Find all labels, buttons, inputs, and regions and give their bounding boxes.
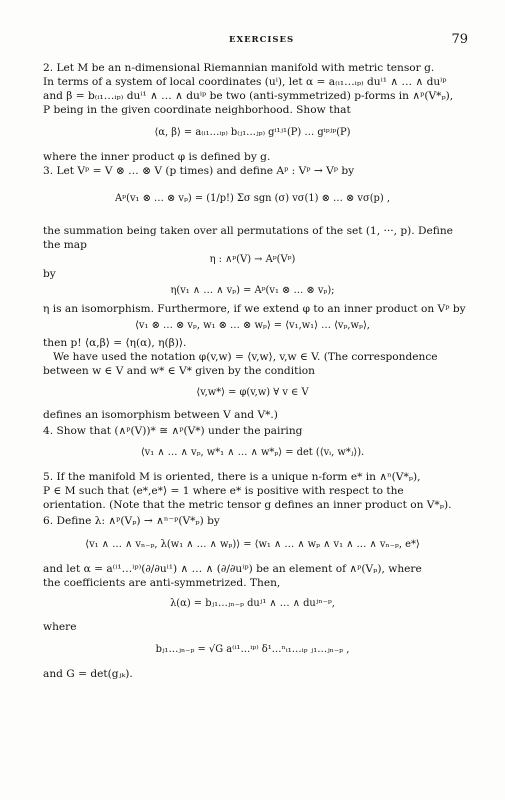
- text-line: the map: [43, 239, 87, 251]
- running-header: [0, 34, 505, 50]
- exercise-2-line-3: and β = b₍ᵢ₁…ᵢₚ₎ duⁱ¹ ∧ … ∧ duⁱᵖ be two (anti-symmetrized) p-forms in ∧ᵖ(V*ₚ),: [43, 90, 454, 102]
- exercise-5-line-3: orientation. (Note that the metric tensor g defines an inner product on V*ₚ).: [43, 499, 452, 511]
- text-line: between w ∈ V and w* ∈ V* given by the condition: [43, 365, 315, 377]
- exercise-2-line-2: In terms of a system of local coordinates (uⁱ), let α = a₍ᵢ₁…ᵢₚ₎ duⁱ¹ ∧ … ∧ duⁱᵖ: [43, 76, 447, 88]
- text-line: the summation being taken over all permutations of the set (1, ···, p). Define: [43, 225, 453, 237]
- text-line: η is an isomorphism. Furthermore, if we extend φ to an inner product on Vᵖ by: [43, 303, 466, 315]
- equation-alternator: Aᵖ(v₁ ⊗ … ⊗ vₚ) = (1/p!) Σσ sgn (σ) vσ(1) ⊗ … ⊗ vσ(p) ,: [115, 193, 390, 204]
- text-line: defines an isomorphism between V and V*.): [43, 409, 278, 421]
- exercise-2-line-4: P being in the given coordinate neighborhood. Show that: [43, 104, 351, 116]
- header-title: EXERCISES: [229, 35, 295, 45]
- equation-b-coefficients: bⱼ₁…ⱼₙ₋ₚ = √G a⁽ⁱ¹…ⁱᵖ⁾ δ¹…ⁿᵢ₁…ᵢₚ ⱼ₁…ⱼₙ₋ₚ ,: [155, 644, 350, 655]
- equation-eta-map: η : ∧ᵖ(V) → Aᵖ(Vᵖ): [209, 254, 296, 265]
- text-line: by: [43, 268, 56, 280]
- text-line: where: [43, 621, 77, 633]
- text-line: the coefficients are anti-symmetrized. Then,: [43, 577, 281, 589]
- text-line: then p! ⟨α,β⟩ = ⟨η(α), η(β)⟩.: [43, 337, 187, 349]
- equation-eta-definition: η(v₁ ∧ … ∧ vₚ) = Aᵖ(v₁ ⊗ … ⊗ vₚ);: [170, 285, 335, 296]
- exercise-6-line-1: 6. Define λ: ∧ᵖ(Vₚ) → ∧ⁿ⁻ᵖ(V*ₚ) by: [43, 515, 220, 527]
- page-number: 79: [451, 32, 468, 47]
- text-line: We have used the notation φ(v,w) = ⟨v,w⟩, v,w ∈ V. (The correspondence: [53, 351, 438, 363]
- equation-dual-correspondence: ⟨v,w*⟩ = φ(v,w) ∀ v ∈ V: [196, 387, 309, 398]
- exercise-3-line-1: 3. Let Vᵖ = V ⊗ … ⊗ V (p times) and define Aᵖ : Vᵖ → Vᵖ by: [43, 165, 355, 177]
- text-line: where the inner product φ is defined by g.: [43, 151, 271, 163]
- text-line: and let α = a⁽ⁱ¹…ⁱᵖ⁾(∂/∂uⁱ¹) ∧ … ∧ (∂/∂uⁱᵖ) be an element of ∧ᵖ(Vₚ), where: [43, 563, 422, 575]
- exercise-5-line-1: 5. If the manifold M is oriented, there is a unique n-form e* in ∧ⁿ(V*ₚ),: [43, 471, 421, 483]
- equation-pairing: ⟨v₁ ∧ … ∧ vₚ, w*₁ ∧ … ∧ w*ₚ⟩ = det (⟨vᵢ, w*ⱼ⟩).: [140, 447, 365, 458]
- text-line: and G = det(gⱼₖ).: [43, 668, 133, 680]
- exercise-4-line-1: 4. Show that (∧ᵖ(V))* ≅ ∧ᵖ(V*) under the pairing: [43, 425, 303, 437]
- equation-lambda-definition: ⟨v₁ ∧ … ∧ vₙ₋ₚ, λ(w₁ ∧ … ∧ wₚ)⟩ = ⟨w₁ ∧ … ∧ wₚ ∧ v₁ ∧ … ∧ vₙ₋ₚ, e*⟩: [85, 539, 420, 550]
- equation-inner-product: ⟨α, β⟩ = a₍ᵢ₁…ᵢₚ₎ b₍ⱼ₁…ⱼₚ₎ gⁱ¹ʲ¹(P) … gⁱᵖʲᵖ(P): [154, 127, 351, 138]
- equation-lambda-alpha: λ(α) = bⱼ₁…ⱼₙ₋ₚ duʲ¹ ∧ … ∧ duʲⁿ⁻ᵖ,: [170, 598, 335, 609]
- equation-tensor-inner-product: ⟨v₁ ⊗ … ⊗ vₚ, w₁ ⊗ … ⊗ wₚ⟩ = ⟨v₁,w₁⟩ … ⟨vₚ,wₚ⟩,: [135, 320, 370, 331]
- exercise-2-line-1: 2. Let M be an n-dimensional Riemannian manifold with metric tensor g.: [43, 62, 435, 74]
- exercise-5-line-2: P ∈ M such that ⟨e*,e*⟩ = 1 where e* is positive with respect to the: [43, 485, 404, 497]
